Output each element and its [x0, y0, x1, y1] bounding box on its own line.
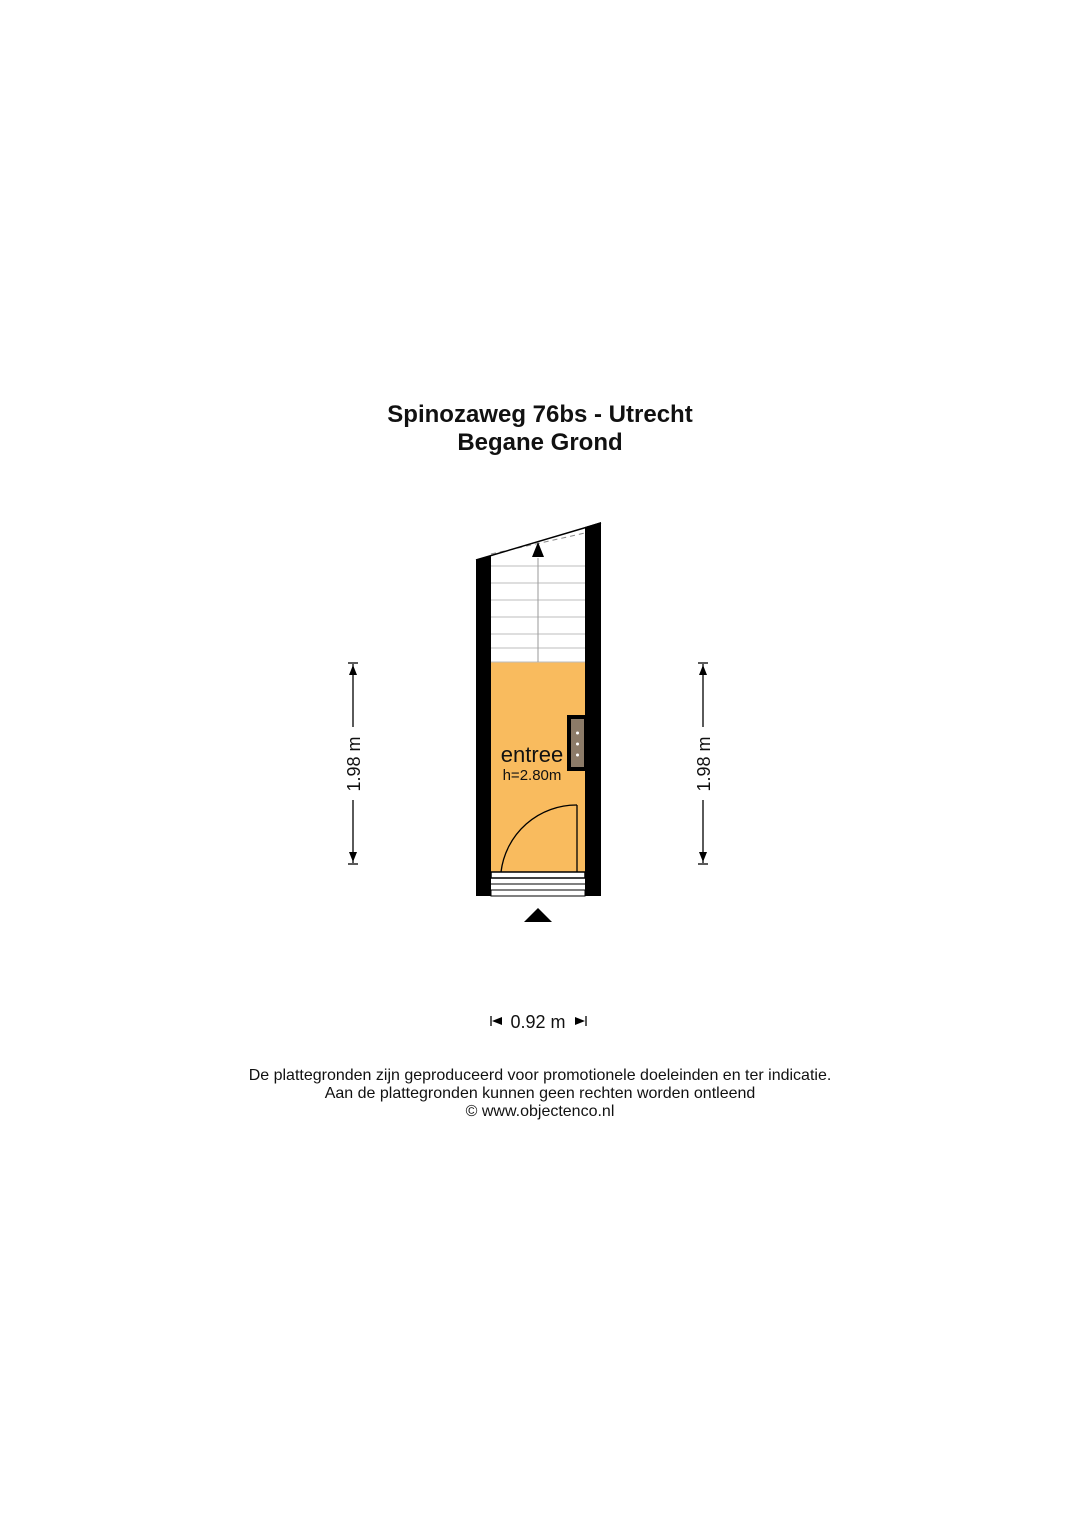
entrance-arrow-icon [524, 908, 552, 922]
disclaimer-line-1: De plattegronden zijn geproduceerd voor promotionele doeleinden en ter indicatie. [248, 1067, 832, 1084]
dimension-left-arrow-down-icon [349, 852, 357, 862]
plan-title: Spinozaweg 76bs - Utrecht [387, 401, 693, 428]
disclaimer-line-2: Aan de plattegronden kunnen geen rechten worden ontleend [324, 1085, 756, 1102]
dimension-right-arrow-up-icon [699, 665, 707, 675]
wall-right [585, 522, 601, 896]
copyright-link[interactable]: © www.objectenco.nl [465, 1103, 615, 1120]
floor-name: Begane Grond [457, 429, 623, 456]
wall-left [476, 556, 491, 896]
front-door-threshold [491, 872, 585, 896]
dimension-right-arrow-down-icon [699, 852, 707, 862]
dimension-left-arrow-up-icon [349, 665, 357, 675]
room-label: entree [500, 742, 564, 767]
dimension-left-label: 1.98 m [344, 736, 364, 792]
dimension-bottom-label: 0.92 m [510, 1012, 566, 1032]
room-height-label: h=2.80m [502, 767, 562, 784]
meter-cabinet [567, 715, 585, 771]
dimension-right-label: 1.98 m [694, 736, 714, 792]
stair-direction-arrow-icon [532, 542, 544, 557]
